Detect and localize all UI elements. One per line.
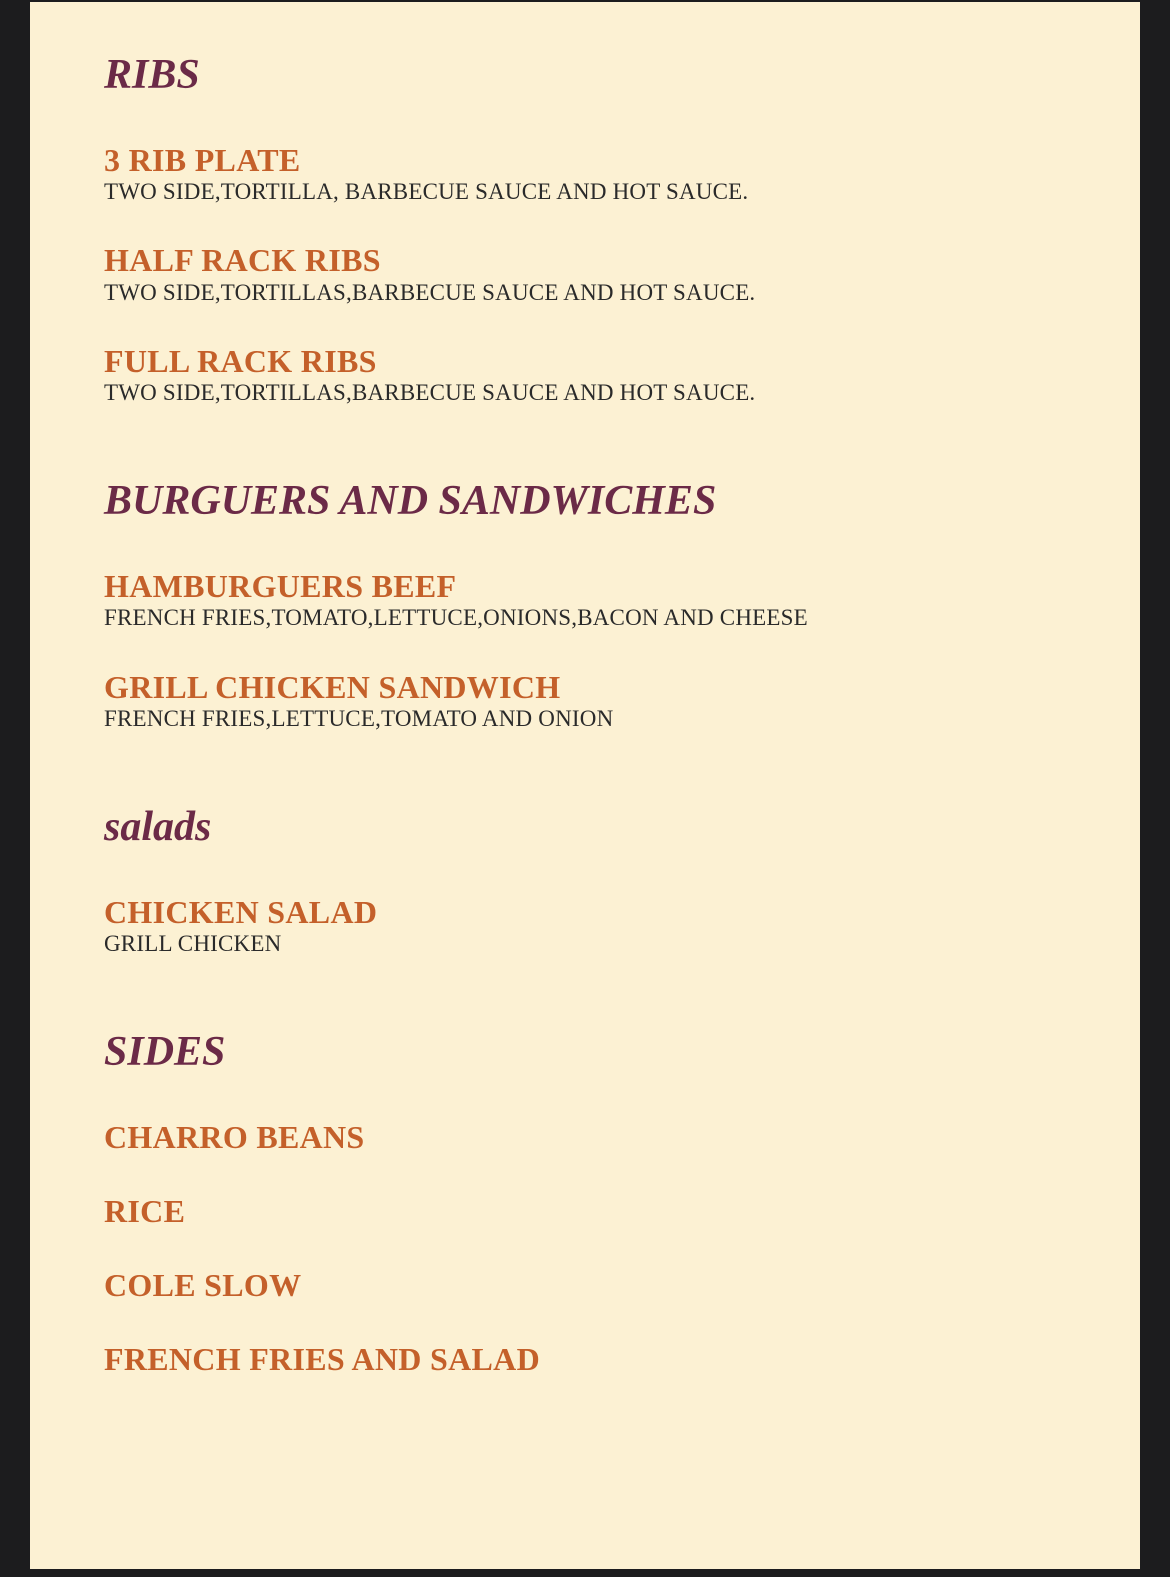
section-title-burguers-and-sandwiches: BURGUERS AND SANDWICHES xyxy=(104,478,717,524)
item-name-hamburguers-beef: HAMBURGUERS BEEF xyxy=(104,568,457,604)
item-name-rice: RICE xyxy=(104,1193,186,1229)
item-name-cole-slow: COLE SLOW xyxy=(104,1267,302,1303)
item-name-grill-chicken-sandwich: GRILL CHICKEN SANDWICH xyxy=(104,669,561,705)
item-name-3-rib-plate: 3 RIB PLATE xyxy=(104,142,301,178)
menu-page xyxy=(30,2,1140,1569)
item-name-french-fries-and-salad: FRENCH FRIES AND SALAD xyxy=(104,1341,540,1377)
item-name-full-rack-ribs: FULL RACK RIBS xyxy=(104,343,377,379)
section-title-salads: salads xyxy=(104,804,212,850)
item-description-grill-chicken-sandwich: FRENCH FRIES,LETTUCE,TOMATO AND ONION xyxy=(104,706,614,731)
item-description-hamburguers-beef: FRENCH FRIES,TOMATO,LETTUCE,ONIONS,BACON AND CHEESE xyxy=(104,605,808,630)
item-name-half-rack-ribs: HALF RACK RIBS xyxy=(104,242,381,278)
item-description-half-rack-ribs: TWO SIDE,TORTILLAS,BARBECUE SAUCE AND HOT SAUCE. xyxy=(104,280,756,305)
item-description-chicken-salad: GRILL CHICKEN xyxy=(104,931,282,956)
item-description-3-rib-plate: TWO SIDE,TORTILLA, BARBECUE SAUCE AND HOT SAUCE. xyxy=(104,179,749,204)
section-title-sides: SIDES xyxy=(104,1029,226,1075)
section-title-ribs: RIBS xyxy=(104,52,200,98)
item-name-chicken-salad: CHICKEN SALAD xyxy=(104,894,378,930)
item-description-full-rack-ribs: TWO SIDE,TORTILLAS,BARBECUE SAUCE AND HOT SAUCE. xyxy=(104,380,756,405)
item-name-charro-beans: CHARRO BEANS xyxy=(104,1119,365,1155)
